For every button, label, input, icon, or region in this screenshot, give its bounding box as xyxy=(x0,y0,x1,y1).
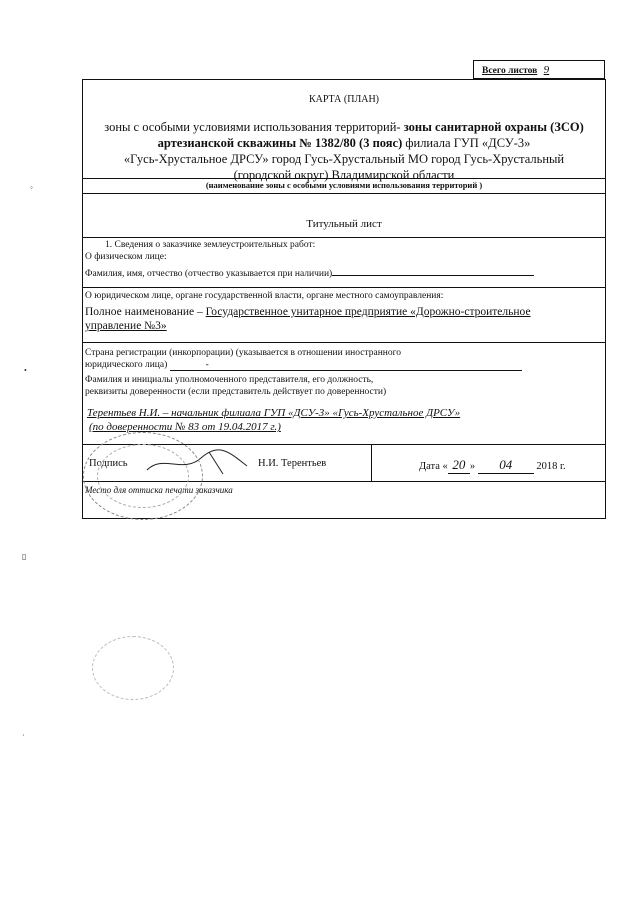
full-name-prefix: Полное наименование – xyxy=(85,306,206,318)
stamp-place-label: Место для оттиска печати заказчика xyxy=(85,485,233,495)
zone-line-4: (городской округ) Владимирской области xyxy=(233,168,455,182)
power-of-attorney-value: (по доверенности № 83 от 19.04.2017 г.) xyxy=(89,421,281,433)
scan-mark: ◦ xyxy=(30,183,33,192)
divider xyxy=(83,237,605,238)
date-row xyxy=(419,457,566,474)
title-sheet-frame xyxy=(82,79,606,519)
zone-caption: (наименование зоны с особыми условиями использования территорий ) xyxy=(205,180,483,190)
zone-line-2: артезианской скважины № 1382/80 (3 пояс) филиала ГУП «ДСУ-3» xyxy=(157,136,531,150)
country-row xyxy=(85,360,522,371)
legal-entity-label: О юридическом лице, органе государственной власти, органе местного самоуправления: xyxy=(85,291,444,301)
fio-label: Фамилия, имя, отчество (отчество указывается при наличии) xyxy=(85,269,333,279)
physical-person-label: О физическом лице: xyxy=(85,252,167,262)
divider xyxy=(83,342,605,343)
date-label: Дата « xyxy=(419,461,448,472)
divider xyxy=(83,193,605,194)
date-separator: » xyxy=(469,461,476,472)
country-label: Страна регистрации (инкорпорации) (указывается в отношении иностранного xyxy=(85,348,402,358)
divider xyxy=(83,178,605,179)
stamp-inner-ring xyxy=(97,444,189,508)
document-title: КАРТА (ПЛАН) xyxy=(308,94,379,105)
scan-mark: · xyxy=(22,731,25,740)
divider xyxy=(83,287,605,288)
rep-label-2: реквизиты доверенности (если представитель действует по доверенности) xyxy=(85,387,387,397)
scan-mark: ▯ xyxy=(22,552,27,561)
full-name-row xyxy=(85,305,585,333)
sheets-count-label: Всего листов xyxy=(482,66,538,76)
country-label-2: юридического лица) xyxy=(85,360,168,370)
divider xyxy=(371,444,372,481)
country-value: - xyxy=(170,360,522,371)
date-month: 04 xyxy=(478,457,534,474)
stamp-impression-margin xyxy=(92,636,174,700)
zone-name-block xyxy=(83,119,605,183)
signer-name: Н.И. Терентьев xyxy=(258,458,327,469)
full-name-value: Государственное унитарное предприятие «Дорожно-строительное управление №3» xyxy=(85,306,531,332)
fio-row xyxy=(85,265,534,279)
title-sheet-heading: Титульный лист xyxy=(306,218,382,230)
representative-value: Терентьев Н.И. – начальник филиала ГУП «ДСУ-3» «Гусь-Хрустальное ДРСУ» xyxy=(87,407,461,419)
sheets-count-value: 9 xyxy=(543,64,550,76)
date-year: 2018 г. xyxy=(536,461,566,472)
customer-section-heading: 1. Сведения о заказчике землеустроительных работ: xyxy=(105,240,316,250)
zone-line-3: «Гусь-Хрустальное ДРСУ» город Гусь-Хрустальный МО город Гусь-Хрустальный xyxy=(123,152,565,166)
date-day: 20 xyxy=(448,457,470,474)
sheets-count-box xyxy=(473,60,605,79)
fio-value-line xyxy=(332,265,534,276)
scan-mark: • xyxy=(24,366,27,375)
rep-label: Фамилия и инициалы уполномоченного представителя, его должность, xyxy=(85,375,374,385)
zone-line-1: зоны с особыми условиями использования территорий- зоны санитарной охраны (ЗСО) xyxy=(104,120,584,134)
signature-label: Подпись xyxy=(89,458,128,469)
